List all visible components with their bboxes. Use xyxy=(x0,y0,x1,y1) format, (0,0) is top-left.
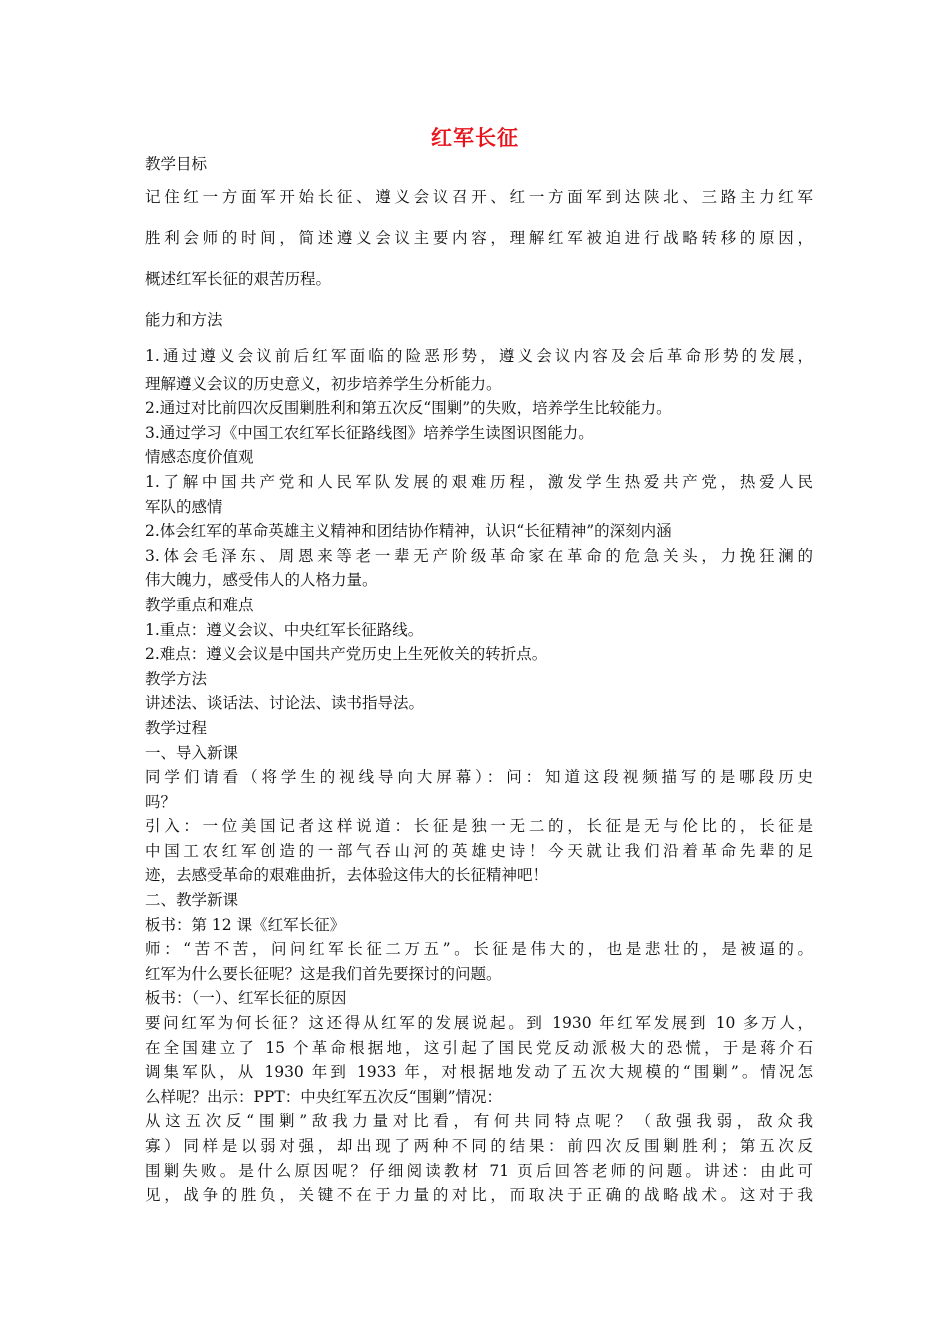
paragraph-line: 要问红军为何长征？这还得从红军的发展说起。到 1930 年红军发展到 10 多万人， xyxy=(145,1014,813,1033)
section-heading-key-points: 教学重点和难点 xyxy=(145,595,254,614)
paragraph-line: 2.体会红军的革命英雄主义精神和团结协作精神，认识“长征精神”的深刻内涵 xyxy=(145,522,672,541)
document-title: 红军长征 xyxy=(431,126,519,150)
subsection-heading-intro: 一、导入新课 xyxy=(145,743,239,762)
paragraph-line: 红军为什么要长征呢？这是我们首先要探讨的问题。 xyxy=(145,964,502,983)
paragraph-line: 1.重点：遵义会议、中央红军长征路线。 xyxy=(145,620,424,639)
paragraph-line: 讲述法、谈话法、讨论法、读书指导法。 xyxy=(145,694,425,713)
paragraph-line: 1.通过遵义会议前后红军面临的险恶形势，遵义会议内容及会后革命形势的发展， xyxy=(145,346,813,365)
paragraph-line: 调集军队，从 1930 年到 1933 年，对根据地发动了五次大规模的“围剿”。情况怎 xyxy=(145,1063,813,1082)
paragraph-line: 么样呢？出示：PPT：中央红军五次反“围剿”情况： xyxy=(145,1087,503,1106)
paragraph-line: 理解遵义会议的历史意义，初步培养学生分析能力。 xyxy=(145,374,502,393)
section-heading-methods: 教学方法 xyxy=(145,669,208,688)
paragraph-line: 吗？ xyxy=(145,792,177,811)
paragraph-line: 见，战争的胜负，关键不在于力量的对比，而取决于正确的战略战术。这对于我 xyxy=(145,1186,813,1205)
paragraph-line: 同学们请看（将学生的视线导向大屏幕）：问：知道这段视频描写的是哪段历史 xyxy=(145,768,813,787)
subsection-heading-new-lesson: 二、教学新课 xyxy=(145,891,239,910)
section-heading-process: 教学过程 xyxy=(145,718,208,737)
paragraph-line: 中国工农红军创造的一部气吞山河的英雄史诗！今天就让我们沿着革命先辈的足 xyxy=(145,841,813,860)
paragraph-line: 寡）同样是以弱对强，却出现了两种不同的结果：前四次反围剿胜利；第五次反 xyxy=(145,1137,813,1155)
paragraph-line: 引入：一位美国记者这样说道：长征是独一无二的，长征是无与伦比的，长征是 xyxy=(145,817,813,836)
section-heading-values: 情感态度价值观 xyxy=(145,448,254,467)
paragraph-line: 围剿失败。是什么原因呢？仔细阅读教材 71 页后回答老师的问题。讲述：由此可 xyxy=(145,1161,813,1180)
paragraph-line: 2.通过对比前四次反围剿胜利和第五次反“围剿”的失败，培养学生比较能力。 xyxy=(145,399,672,418)
paragraph-line: 在全国建立了 15 个革命根据地，这引起了国民党反动派极大的恐慌，于是蒋介石 xyxy=(145,1038,813,1057)
section-heading-ability: 能力和方法 xyxy=(145,310,223,329)
paragraph-line: 3.通过学习《中国工农红军长征路线图》培养学生读图识图能力。 xyxy=(145,423,594,442)
document-body xyxy=(145,152,813,1208)
paragraph-line: 板书：（一）、红军长征的原因 xyxy=(145,989,347,1008)
paragraph-line: 伟大魄力，感受伟人的人格力量。 xyxy=(145,571,378,590)
paragraph-line: 师：“苦不苦，问问红军长征二万五”。长征是伟大的，也是悲壮的，是被逼的。 xyxy=(145,940,813,959)
paragraph-line: 迹，去感受革命的艰难曲折，去体验这伟大的长征精神吧！ xyxy=(145,866,549,885)
paragraph-line: 概述红军长征的艰苦历程。 xyxy=(145,269,332,288)
section-heading-objectives: 教学目标 xyxy=(145,155,208,173)
paragraph-line: 胜利会师的时间，简述遵义会议主要内容，理解红军被迫进行战略转移的原因， xyxy=(145,228,813,247)
paragraph-line: 军队的感情 xyxy=(145,497,223,516)
paragraph-line: 从这五次反“围剿”敌我力量对比看，有何共同特点呢？（敌强我弱，敌众我 xyxy=(145,1112,813,1131)
paragraph-line: 2.难点：遵义会议是中国共产党历史上生死攸关的转折点。 xyxy=(145,645,548,664)
paragraph-line: 3.体会毛泽东、周恩来等老一辈无产阶级革命家在革命的危急关头，力挽狂澜的 xyxy=(145,546,813,565)
paragraph-line: 板书：第 12 课《红军长征》 xyxy=(145,915,346,934)
paragraph-line: 1.了解中国共产党和人民军队发展的艰难历程，激发学生热爱共产党，热爱人民 xyxy=(145,472,813,491)
paragraph-line: 记住红一方面军开始长征、遵义会议召开、红一方面军到达陕北、三路主力红军 xyxy=(145,187,813,206)
